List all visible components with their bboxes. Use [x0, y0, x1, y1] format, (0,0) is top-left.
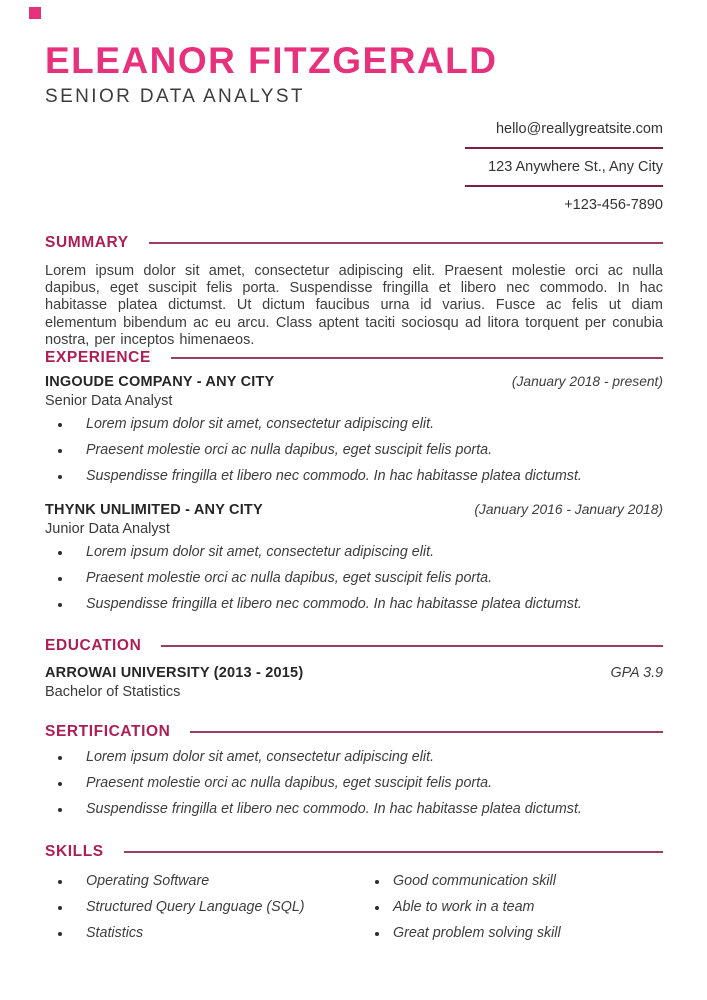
certification-heading: SERTIFICATION	[45, 723, 171, 741]
section-certification	[45, 723, 663, 818]
section-experience	[45, 349, 663, 613]
bullet-dot-icon	[58, 906, 62, 910]
bullet-text: Lorem ipsum dolor sit amet, consectetur adipiscing elit.	[86, 544, 435, 561]
bullet-text: Suspendisse fringilla et libero nec commodo. In hac habitasse platea dictumst.	[86, 801, 582, 818]
bullet-dot-icon	[375, 880, 379, 884]
bullet-dot-icon	[58, 880, 62, 884]
heading-rule	[190, 731, 663, 733]
bullet-dot-icon	[58, 756, 62, 760]
skills-columns	[45, 873, 663, 942]
contact-divider	[465, 185, 663, 187]
certification-bullet-list	[45, 749, 663, 818]
job-bullet-list	[45, 544, 663, 613]
bullet-dot-icon	[58, 782, 62, 786]
bullet-text: Lorem ipsum dolor sit amet, consectetur adipiscing elit.	[86, 416, 435, 433]
skills-heading: SKILLS	[45, 843, 104, 861]
bullet-dot-icon	[58, 577, 62, 581]
bullet-text: Suspendisse fringilla et libero nec commodo. In hac habitasse platea dictumst.	[86, 468, 582, 485]
heading-rule	[161, 645, 663, 647]
skills-column-right	[374, 873, 663, 942]
person-job-title: SENIOR DATA ANALYST	[45, 86, 305, 107]
bullet-dot-icon	[375, 932, 379, 936]
contact-block	[45, 121, 663, 213]
education-degree: Bachelor of Statistics	[45, 684, 181, 701]
heading-rule	[124, 851, 663, 853]
bullet-item	[45, 596, 663, 613]
bullet-dot-icon	[58, 475, 62, 479]
experience-heading: EXPERIENCE	[45, 349, 151, 367]
contact-address: 123 Anywhere St., Any City	[488, 159, 663, 175]
skill-text: Structured Query Language (SQL)	[86, 899, 305, 916]
education-school: ARROWAI UNIVERSITY (2013 - 2015)	[45, 665, 304, 682]
bullet-item	[45, 544, 663, 561]
summary-text: Lorem ipsum dolor sit amet, consectetur adipiscing elit. Praesent molestie orci ac nulla dapibus, eget suscipit felis porta. Suspendisse fringilla et libero nec commodo. In hac habitasse platea dictumst. Ut dictum faucibus urna id varius. Fusce ac felis ut diam elementum bibendum ac eu arcu. Class aptent taciti sociosqu ad litora torquent per conubia nostra, per inceptos himenaeos.	[45, 263, 663, 348]
section-summary-header	[45, 234, 663, 252]
resume-content	[0, 42, 707, 942]
bullet-dot-icon	[58, 603, 62, 607]
contact-phone: +123-456-7890	[564, 197, 663, 213]
job-company: INGOUDE COMPANY - ANY CITY	[45, 374, 275, 391]
skill-item	[45, 873, 374, 890]
bullet-dot-icon	[58, 551, 62, 555]
bullet-dot-icon	[58, 423, 62, 427]
job-company: THYNK UNLIMITED - ANY CITY	[45, 502, 263, 519]
section-education-header	[45, 637, 663, 655]
bullet-item	[45, 801, 663, 818]
bullet-text: Lorem ipsum dolor sit amet, consectetur adipiscing elit.	[86, 749, 435, 766]
skill-text: Able to work in a team	[393, 899, 535, 916]
accent-square	[29, 7, 41, 19]
bullet-item	[45, 442, 663, 459]
heading-rule	[149, 242, 663, 244]
summary-heading: SUMMARY	[45, 234, 129, 251]
job-header-row	[45, 501, 663, 519]
heading-rule	[171, 357, 663, 359]
job-bullet-list	[45, 416, 663, 485]
skill-item	[45, 925, 374, 942]
bullet-text: Suspendisse fringilla et libero nec commodo. In hac habitasse platea dictumst.	[86, 596, 582, 613]
skill-item	[374, 873, 663, 890]
bullet-dot-icon	[58, 449, 62, 453]
job-dates: (January 2016 - January 2018)	[474, 502, 663, 518]
bullet-item	[45, 416, 663, 433]
contact-divider	[465, 147, 663, 149]
bullet-dot-icon	[58, 808, 62, 812]
skills-column-left	[45, 873, 374, 942]
education-row	[45, 665, 663, 682]
section-experience-header	[45, 349, 663, 367]
bullet-dot-icon	[58, 932, 62, 936]
bullet-item	[45, 570, 663, 587]
section-certification-header	[45, 723, 663, 741]
education-gpa: GPA 3.9	[610, 665, 663, 682]
person-name: ELEANOR FITZGERALD	[45, 40, 498, 81]
bullet-dot-icon	[375, 906, 379, 910]
education-heading: EDUCATION	[45, 637, 142, 655]
bullet-text: Praesent molestie orci ac nulla dapibus, eget suscipit felis porta.	[86, 775, 493, 792]
section-education	[45, 637, 663, 701]
skill-item	[45, 899, 374, 916]
bullet-text: Praesent molestie orci ac nulla dapibus, eget suscipit felis porta.	[86, 570, 493, 587]
skill-text: Operating Software	[86, 873, 210, 890]
job-role: Senior Data Analyst	[45, 393, 173, 410]
skill-text: Great problem solving skill	[393, 925, 561, 942]
bullet-item	[45, 468, 663, 485]
bullet-item	[45, 775, 663, 792]
job-role: Junior Data Analyst	[45, 521, 170, 538]
skill-item	[374, 899, 663, 916]
contact-email: hello@reallygreatsite.com	[495, 121, 663, 137]
section-skills	[45, 843, 663, 942]
section-skills-header	[45, 843, 663, 861]
bullet-item	[45, 749, 663, 766]
job-header-row	[45, 373, 663, 391]
section-summary	[45, 234, 663, 349]
skill-text: Statistics	[86, 925, 144, 942]
bullet-text: Praesent molestie orci ac nulla dapibus, eget suscipit felis porta.	[86, 442, 493, 459]
skill-text: Good communication skill	[393, 873, 556, 890]
skill-item	[374, 925, 663, 942]
job-dates: (January 2018 - present)	[511, 374, 663, 390]
